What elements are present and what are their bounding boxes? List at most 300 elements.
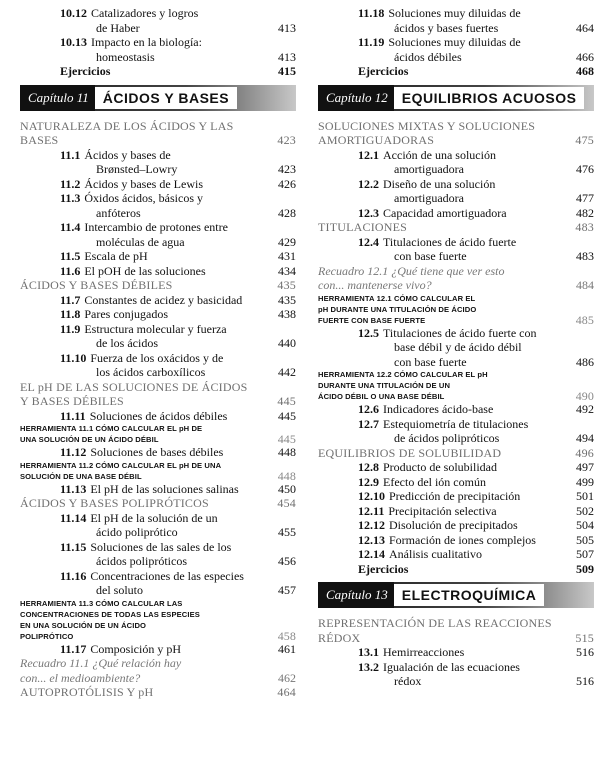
- entry-text: [358, 177, 560, 206]
- page-number: 482: [576, 205, 594, 220]
- section-title: [318, 119, 560, 148]
- toc-entry[interactable]: [318, 402, 594, 417]
- entry-line: los ácidos carboxílicos: [96, 365, 206, 379]
- section-line: TITULACIONES: [318, 220, 408, 234]
- page-number: 483: [576, 249, 594, 263]
- toc-entry[interactable]: [318, 660, 594, 689]
- entry-line: Brønsted–Lowry: [96, 162, 178, 176]
- page-number: 423: [278, 162, 296, 176]
- page-number: 515: [575, 630, 594, 645]
- toc-entry[interactable]: [318, 326, 594, 370]
- box-entry[interactable]: [318, 264, 594, 293]
- entry-line: 12.4 Titulaciones de ácido fuerte: [358, 234, 517, 249]
- tool-title: [20, 598, 262, 642]
- tool-line: POLIPRÓTICO: [20, 631, 74, 641]
- entry-text: [358, 326, 560, 370]
- toc-entry[interactable]: [20, 322, 296, 351]
- entry-line: ácidos y bases fuertes: [394, 20, 499, 35]
- toc-entry[interactable]: [20, 409, 296, 424]
- entry-line: del soluto: [96, 583, 143, 597]
- page-number: 442: [278, 365, 296, 379]
- section-line: EQUILIBRIOS DE SOLUBILIDAD: [318, 445, 502, 460]
- toc-entry[interactable]: [20, 264, 296, 279]
- entry-text: [358, 417, 560, 446]
- page-number: 486: [576, 354, 594, 369]
- entry-text: [358, 6, 560, 35]
- section-title: [20, 685, 262, 700]
- entry-line: con base fuerte: [394, 354, 467, 369]
- chapter-title: EQUILIBRIOS ACUOSOS: [394, 87, 585, 109]
- section-heading[interactable]: [20, 380, 296, 409]
- page-number: 516: [576, 645, 594, 659]
- entry-text: [60, 409, 262, 424]
- tool-line: CONCENTRACIONES DE TODAS LAS ESPECIES: [20, 609, 200, 619]
- page-number: 499: [576, 474, 594, 489]
- entry-text: [60, 569, 262, 598]
- page-number: 413: [278, 20, 296, 35]
- section-heading[interactable]: [318, 446, 594, 461]
- toc-entry[interactable]: [20, 445, 296, 460]
- section-title: [20, 278, 262, 293]
- entry-line: 11.18 Soluciones muy diluidas de: [358, 6, 521, 20]
- page-number: 475: [575, 133, 594, 147]
- entry-number: 12.7: [358, 416, 379, 431]
- toc-entry[interactable]: [318, 645, 594, 660]
- tool-entry[interactable]: [20, 598, 296, 642]
- toc-entry[interactable]: [20, 191, 296, 220]
- section-title: [318, 446, 560, 461]
- entry-text: [60, 220, 262, 249]
- entry-text: [60, 249, 262, 264]
- toc-entry[interactable]: [318, 518, 594, 533]
- entry-number: 12.11: [358, 503, 385, 518]
- entry-number: 11.5: [60, 249, 81, 263]
- page-number: 413: [278, 49, 296, 64]
- chapter-title: ELECTROQUÍMICA: [394, 584, 545, 606]
- entry-number: 12.5: [358, 325, 379, 340]
- entry-line: amortiguadora: [394, 162, 464, 176]
- section-heading[interactable]: [20, 496, 296, 511]
- page-number: 490: [575, 389, 594, 403]
- section-heading[interactable]: [20, 278, 296, 293]
- page-number: 494: [576, 431, 594, 445]
- page-number: 448: [277, 468, 296, 483]
- page-number: 435: [278, 292, 296, 307]
- page-number: 484: [576, 278, 594, 292]
- section-title: [20, 119, 262, 148]
- toc-entry[interactable]: [318, 35, 594, 64]
- tool-line: ÁCIDO DÉBIL O UNA BASE DÉBIL: [318, 392, 445, 401]
- tool-line: FUERTE CON BASE FUERTE: [318, 315, 426, 325]
- entry-text: [60, 293, 262, 308]
- exercises-entry[interactable]: [20, 64, 296, 79]
- entry-text: [60, 307, 262, 322]
- chapter-label: Capítulo 11: [20, 85, 95, 111]
- box-title: [318, 264, 560, 293]
- page-number: 450: [278, 481, 296, 496]
- tool-line: HERRAMIENTA 11.2 CÓMO CALCULAR EL pH DE UNA: [20, 460, 222, 470]
- entry-line: moléculas de agua: [96, 234, 185, 249]
- page-number: 476: [576, 162, 594, 176]
- entry-text: [60, 642, 262, 657]
- tool-line: HERRAMIENTA 11.3 CÓMO CALCULAR LAS: [20, 598, 183, 608]
- tool-line: HERRAMIENTA 11.1 CÓMO CALCULAR EL pH DE: [20, 424, 203, 433]
- toc-entry[interactable]: [20, 569, 296, 598]
- chapter-11-banner: [20, 85, 296, 111]
- page-number: 501: [576, 489, 594, 503]
- entry-line: anfóteros: [96, 205, 141, 220]
- entry-line: 11.1 Ácidos y bases de: [60, 147, 171, 162]
- entry-text: [60, 6, 262, 35]
- entry-text: [60, 511, 262, 540]
- page-number: 438: [278, 307, 296, 321]
- section-line: AUTOPROTÓLISIS Y pH: [20, 685, 154, 699]
- page-number: 492: [576, 402, 594, 416]
- box-line: con... mantenerse vivo?: [318, 278, 432, 292]
- entry-number: 13.2: [358, 659, 379, 674]
- page-number: 445: [277, 432, 296, 446]
- page-number: 457: [278, 583, 296, 597]
- entry-number: 12.4: [358, 234, 379, 249]
- entry-line: 10.12 Catalizadores y logros: [60, 6, 199, 20]
- entry-number: 11.15: [60, 539, 87, 554]
- page-number: 445: [278, 408, 296, 423]
- toc-entry[interactable]: [318, 547, 594, 562]
- entry-line: ácido poliprótico: [96, 525, 178, 539]
- entry-text: [60, 148, 262, 177]
- entry-line: 11.12 Soluciones de bases débiles: [60, 445, 224, 459]
- page-number: 435: [277, 278, 296, 292]
- toc-entry[interactable]: [20, 148, 296, 177]
- entry-text: [358, 504, 560, 519]
- entry-line: 12.2 Diseño de una solución: [358, 176, 496, 191]
- page-number: 415: [278, 64, 296, 78]
- entry-text: [60, 35, 262, 64]
- entry-text: [358, 235, 560, 264]
- toc-entry[interactable]: [20, 177, 296, 192]
- tool-entry[interactable]: [20, 423, 296, 445]
- entry-line: 12.8 Producto de solubilidad: [358, 460, 497, 474]
- toc-entry[interactable]: [318, 533, 594, 548]
- entry-line: 12.6 Indicadores ácido-base: [358, 402, 494, 416]
- toc-entry[interactable]: [20, 35, 296, 64]
- entry-line: 12.10 Predicción de precipitación: [358, 489, 521, 503]
- entry-line: 12.9 Efecto del ión común: [358, 474, 486, 489]
- entry-number: 11.7: [60, 292, 81, 307]
- toc-entry[interactable]: [318, 148, 594, 177]
- section-line: ÁCIDOS Y BASES DÉBILES: [20, 278, 173, 292]
- entry-text: [60, 482, 262, 497]
- page-number: 466: [576, 49, 594, 64]
- entry-line: 12.3 Capacidad amortiguadora: [358, 205, 507, 220]
- entry-line: 11.6 El pOH de las soluciones: [60, 263, 206, 278]
- entry-text: [358, 489, 560, 504]
- entry-number: 12.6: [358, 402, 379, 416]
- entry-line: de ácidos polipróticos: [394, 431, 500, 445]
- entry-line: 12.7 Estequiometría de titulaciones: [358, 416, 529, 431]
- toc-entry[interactable]: [20, 6, 296, 35]
- entry-line: 12.12 Disolución de precipitados: [358, 518, 518, 532]
- section-line: REPRESENTACIÓN DE LAS REACCIONES: [318, 616, 552, 630]
- section-line: RÉDOX: [318, 630, 361, 645]
- entry-text: [358, 206, 560, 221]
- entry-line: 12.1 Acción de una solución: [358, 147, 496, 162]
- entry-number: 11.17: [60, 641, 87, 656]
- tool-entry[interactable]: [318, 369, 594, 402]
- entry-line: 11.4 Intercambio de protones entre: [60, 220, 228, 234]
- entry-line: ácidos débiles: [394, 49, 462, 64]
- toc-entry[interactable]: [20, 249, 296, 264]
- toc-entry[interactable]: [20, 307, 296, 322]
- section-line: NATURALEZA DE LOS ÁCIDOS Y LAS BASES: [20, 118, 234, 147]
- entry-number: 10.13: [60, 35, 87, 49]
- entry-line: rédox: [394, 674, 422, 688]
- chapter-12-banner: [318, 85, 594, 111]
- entry-number: 11.6: [60, 263, 81, 278]
- toc-entry[interactable]: [318, 6, 594, 35]
- toc-entry[interactable]: [318, 235, 594, 264]
- entry-number: 11.2: [60, 176, 81, 191]
- page-number: 505: [576, 532, 594, 547]
- toc-entry[interactable]: [318, 504, 594, 519]
- entry-number: 11.16: [60, 568, 87, 583]
- page-number: 502: [576, 503, 594, 518]
- entry-number: 12.12: [358, 518, 385, 532]
- entry-line: 11.8 Pares conjugados: [60, 307, 168, 321]
- box-title: [20, 656, 262, 685]
- tool-line: HERRAMIENTA 12.1 CÓMO CALCULAR EL: [318, 293, 476, 303]
- entry-text: [358, 460, 560, 475]
- left-column: [20, 6, 296, 700]
- page-number: 440: [278, 336, 296, 350]
- page-number: 464: [277, 685, 296, 699]
- entry-text: [358, 645, 560, 660]
- tool-line: UNA SOLUCIÓN DE UN ÁCIDO DÉBIL: [20, 435, 159, 444]
- entry-line: con base fuerte: [394, 249, 467, 263]
- page-number: 458: [277, 628, 296, 643]
- toc-entry[interactable]: [318, 460, 594, 475]
- entry-number: 12.2: [358, 176, 379, 191]
- entry-text: [358, 402, 560, 417]
- entry-number: 11.10: [60, 350, 87, 365]
- section-title: [318, 616, 560, 645]
- tool-title: [20, 423, 262, 445]
- entry-number: 11.8: [60, 307, 81, 321]
- toc-entry[interactable]: [318, 177, 594, 206]
- entry-number: 11.9: [60, 321, 81, 336]
- section-line: AMORTIGUADORAS: [318, 133, 435, 147]
- tool-title: [318, 369, 560, 402]
- entry-line: 11.14 El pH de la solución de un: [60, 510, 218, 525]
- page-number: 456: [278, 554, 296, 568]
- section-line: EL pH DE LAS SOLUCIONES DE ÁCIDOS: [20, 379, 248, 394]
- entry-text: [358, 518, 560, 533]
- entry-line: ácidos polipróticos: [96, 554, 187, 568]
- page-number: 483: [575, 220, 594, 234]
- entry-line: 11.19 Soluciones muy diluidas de: [358, 35, 521, 49]
- page-number: 496: [575, 445, 594, 460]
- section-heading[interactable]: [318, 119, 594, 148]
- entry-line: 13.2 Igualación de las ecuaciones: [358, 659, 520, 674]
- entry-line: 12.11 Precipitación selectiva: [358, 503, 497, 518]
- page-number: 477: [576, 191, 594, 205]
- tool-entry[interactable]: [318, 293, 594, 326]
- entry-line: 11.13 El pH de las soluciones salinas: [60, 481, 239, 496]
- section-title: [20, 496, 262, 511]
- toc-entry[interactable]: [318, 206, 594, 221]
- entry-line: 11.3 Óxidos ácidos, básicos y: [60, 191, 203, 205]
- exercises-label: Ejercicios: [60, 64, 111, 78]
- tool-line: pH DURANTE UNA TITULACIÓN DE ÁCIDO: [318, 304, 477, 314]
- entry-number: 12.9: [358, 474, 379, 489]
- entry-line: 12.14 Análisis cualitativo: [358, 547, 482, 561]
- entry-number: 12.3: [358, 205, 379, 220]
- entry-number: 12.14: [358, 547, 385, 561]
- entry-text: [358, 148, 560, 177]
- entry-text: [60, 177, 262, 192]
- entry-line: base débil y de ácido débil: [394, 340, 522, 354]
- section-title: [20, 380, 262, 409]
- box-line: con... el medioambiente?: [20, 670, 141, 685]
- page-number: 445: [277, 394, 296, 408]
- entry-number: 12.13: [358, 532, 385, 547]
- entry-line: 11.2 Ácidos y bases de Lewis: [60, 176, 203, 191]
- box-entry[interactable]: [20, 656, 296, 685]
- box-line: Recuadro 11.1 ¿Qué relación hay: [20, 656, 182, 670]
- entry-number: 11.12: [60, 445, 87, 459]
- entry-number: 12.8: [358, 460, 379, 474]
- chapter-label: Capítulo 13: [318, 582, 394, 608]
- entry-line: 11.9 Estructura molecular y fuerza: [60, 321, 227, 336]
- page-number: 504: [576, 518, 594, 532]
- entry-text: [60, 445, 262, 460]
- chapter-title: ÁCIDOS Y BASES: [95, 87, 237, 109]
- page-number: 455: [278, 525, 296, 539]
- entry-line: 11.7 Constantes de acidez y basicidad: [60, 292, 243, 307]
- section-line: SOLUCIONES MIXTAS Y SOLUCIONES: [318, 118, 536, 133]
- section-heading[interactable]: [20, 685, 296, 700]
- toc-entry[interactable]: [20, 351, 296, 380]
- entry-line: homeostasis: [96, 49, 155, 64]
- chapter-label: Capítulo 12: [318, 85, 394, 111]
- entry-text: [358, 35, 560, 64]
- entry-line: 11.17 Composición y pH: [60, 641, 182, 656]
- page-number: 426: [278, 176, 296, 191]
- exercises-label: Ejercicios: [358, 561, 409, 576]
- entry-number: 13.1: [358, 645, 379, 659]
- entry-number: 11.3: [60, 191, 81, 205]
- section-heading[interactable]: [318, 220, 594, 235]
- entry-text: [358, 533, 560, 548]
- page-number: 507: [576, 547, 594, 561]
- entry-number: 12.10: [358, 489, 385, 503]
- exercises-entry[interactable]: [318, 562, 594, 577]
- entry-number: 12.1: [358, 147, 379, 162]
- page-number: 485: [575, 312, 594, 327]
- entry-text: [358, 475, 560, 490]
- entry-number: 11.14: [60, 510, 87, 525]
- entry-number: 10.12: [60, 6, 87, 20]
- page-number: 454: [277, 496, 296, 510]
- page-number: 461: [278, 641, 296, 656]
- entry-line: de Haber: [96, 20, 140, 35]
- entry-number: 11.13: [60, 481, 87, 496]
- box-line: Recuadro 12.1 ¿Qué tiene que ver esto: [318, 263, 505, 278]
- toc-entry[interactable]: [20, 642, 296, 657]
- entry-line: 13.1 Hemirreacciones: [358, 645, 465, 659]
- page-number: 462: [278, 670, 296, 685]
- page-number: 516: [576, 674, 594, 688]
- toc-entry[interactable]: [20, 511, 296, 540]
- page-number: 423: [277, 133, 296, 147]
- entry-line: 11.15 Soluciones de las sales de los: [60, 539, 232, 554]
- entry-text: [60, 540, 262, 569]
- page-number: 464: [576, 20, 594, 35]
- page-number: 429: [278, 234, 296, 249]
- section-line: ÁCIDOS Y BASES POLIPRÓTICOS: [20, 496, 209, 510]
- page-number: 448: [278, 445, 296, 459]
- toc-entry[interactable]: [318, 475, 594, 490]
- section-title: [318, 220, 560, 235]
- tool-line: HERRAMIENTA 12.2 CÓMO CALCULAR EL pH: [318, 370, 488, 379]
- right-column: [318, 6, 594, 689]
- entry-number: 11.4: [60, 220, 81, 234]
- page-number: 431: [278, 249, 296, 263]
- entry-line: 12.5 Titulaciones de ácido fuerte con: [358, 325, 537, 340]
- exercises-entry[interactable]: [318, 64, 594, 79]
- section-line: Y BASES DÉBILES: [20, 394, 124, 408]
- page-number: 468: [576, 64, 594, 78]
- entry-line: de los ácidos: [96, 336, 158, 350]
- tool-line: SOLUCIÓN DE UNA BASE DÉBIL: [20, 471, 142, 481]
- entry-number: 11.11: [60, 408, 86, 423]
- entry-text: [60, 322, 262, 351]
- toc-entry[interactable]: [20, 540, 296, 569]
- page-number: 434: [278, 263, 296, 278]
- exercises-label: Ejercicios: [358, 64, 409, 78]
- entry-text: [60, 191, 262, 220]
- section-heading[interactable]: [318, 616, 594, 645]
- entry-text: [60, 264, 262, 279]
- page-number: 428: [278, 205, 296, 220]
- tool-line: DURANTE UNA TITULACIÓN DE UN: [318, 381, 451, 390]
- tool-entry[interactable]: [20, 460, 296, 482]
- page-number: 509: [576, 561, 594, 576]
- entry-line: amortiguadora: [394, 191, 464, 205]
- entry-number: 11.18: [358, 6, 385, 20]
- entry-number: 11.19: [358, 35, 385, 49]
- toc-entry[interactable]: [20, 220, 296, 249]
- page-number: 497: [576, 460, 594, 474]
- entry-line: 11.11 Soluciones de ácidos débiles: [60, 408, 228, 423]
- tool-line: EN UNA SOLUCIÓN DE UN ÁCIDO: [20, 620, 147, 630]
- entry-text: [358, 660, 560, 689]
- entry-line: 11.5 Escala de pH: [60, 249, 148, 263]
- toc-entry[interactable]: [20, 293, 296, 308]
- entry-line: 10.13 Impacto en la biología:: [60, 35, 202, 49]
- toc-entry[interactable]: [318, 489, 594, 504]
- entry-text: [60, 351, 262, 380]
- tool-title: [318, 293, 560, 326]
- toc-entry[interactable]: [318, 417, 594, 446]
- toc-entry[interactable]: [20, 482, 296, 497]
- entry-line: 11.10 Fuerza de los oxácidos y de: [60, 350, 224, 365]
- section-heading[interactable]: [20, 119, 296, 148]
- entry-line: 12.13 Formación de iones complejos: [358, 532, 536, 547]
- tool-title: [20, 460, 262, 482]
- chapter-13-banner: [318, 582, 594, 608]
- entry-text: [358, 547, 560, 562]
